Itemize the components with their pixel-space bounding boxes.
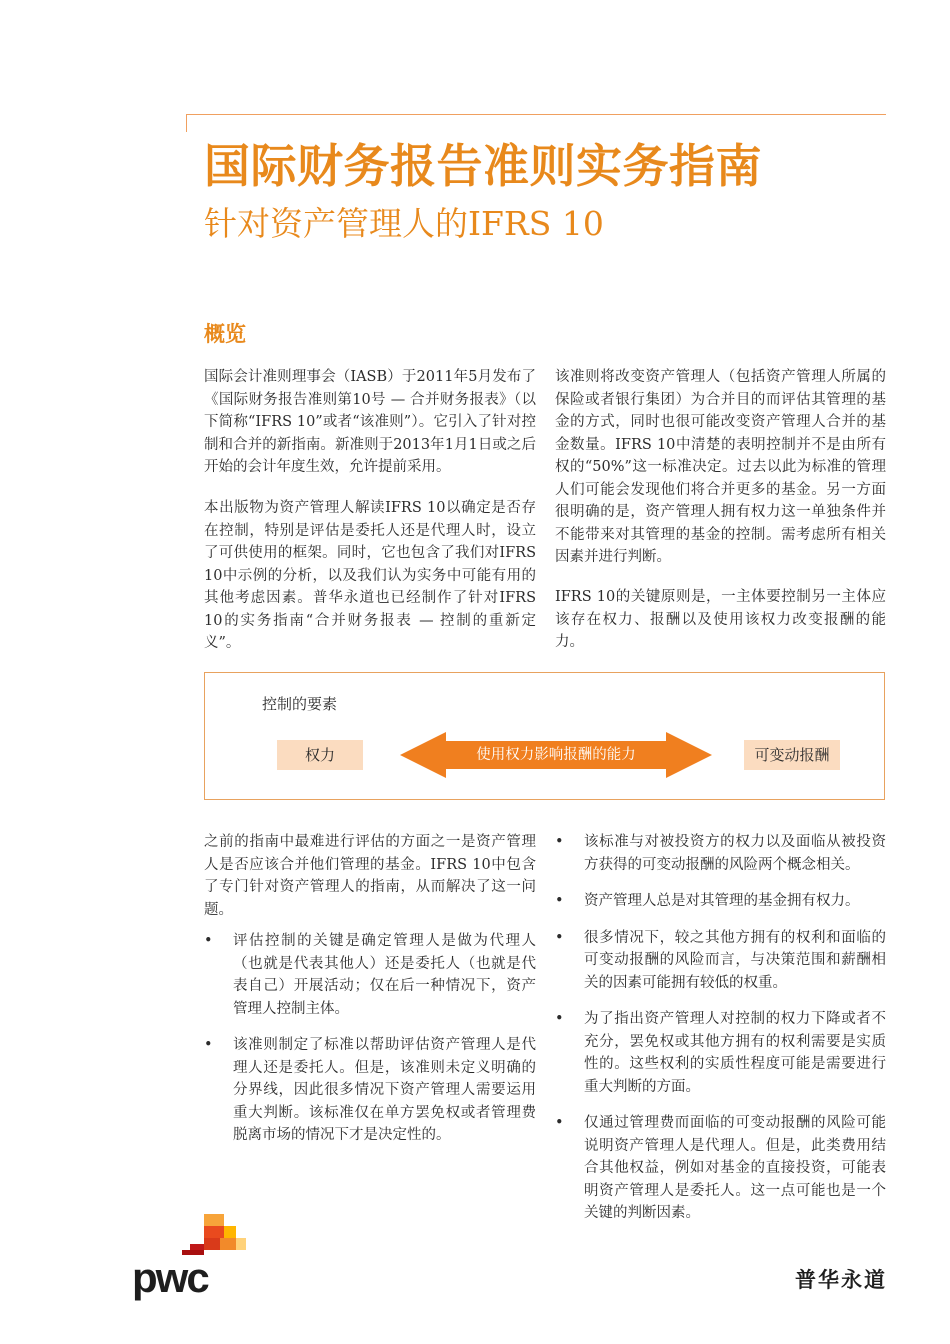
overview-left-paragraph-1: 国际会计准则理事会（IASB）于2011年5月发布了《国际财务报告准则第10号 — 合并财务报表》（以下简称“IFRS 10”或者“该准则”）。它引入了针对控制和合并的新指南。新准则于2013年1月1日或之后开始的会计年度生效，允许提前采用。 <box>204 369 536 475</box>
left-bullet-list <box>204 930 536 1161</box>
list-item: • 资产管理人总是对其管理的基金拥有权力。 <box>555 890 886 913</box>
page-subtitle: 针对资产管理人的IFRS 10 <box>204 204 604 243</box>
diagram-power-label: 权力 <box>277 740 363 770</box>
diagram-title: 控制的要素 <box>262 695 338 713</box>
diagram-variable-returns-label: 可变动报酬 <box>744 740 840 770</box>
list-item: • 仅通过管理费而面临的可变动报酬的风险可能说明资产管理人是代理人。但是，此类费用结合其他权益，例如对基金的直接投资，可能表明资产管理人是委托人。这一点可能也是一个关键的判断因素。 <box>555 1112 886 1225</box>
bullet-icon: • <box>204 933 213 949</box>
section-heading-overview: 概览 <box>204 321 246 346</box>
list-item: • 该标准与对被投资方的权力以及面临从被投资方获得的可变动报酬的风险两个概念相关。 <box>555 831 886 876</box>
overview-right-paragraph-2: IFRS 10的关键原则是，一主体要控制另一主体应该存在权力、报酬以及使用该权力改变报酬的能力。 <box>555 589 886 650</box>
list-item: • 很多情况下，较之其他方拥有的权利和面临的可变动报酬的风险而言，与决策范围和薪酬相关的因素可能拥有较低的权重。 <box>555 927 886 995</box>
bullet-icon: • <box>555 834 564 850</box>
pwc-logo-text: pwc <box>132 1254 208 1301</box>
right-bullet-list <box>555 831 886 1239</box>
list-item: • 评估控制的关键是确定管理人是做为代理人（也就是代表其他人）还是委托人（也就是代表自己）开展活动；仅在后一种情况下，资产管理人控制主体。 <box>204 930 536 1020</box>
header-rule <box>186 114 886 115</box>
diagram-arrow-label: 使用权力影响报酬的能力 <box>476 747 636 763</box>
bullet-icon: • <box>555 893 564 909</box>
list-item: • 该准则制定了标准以帮助评估资产管理人是代理人还是委托人。但是，该准则未定义明确的分界线，因此很多情况下资产管理人需要运用重大判断。该标准仅在单方罢免权或者管理费脱离市场的情况下才是决定性的。 <box>204 1034 536 1147</box>
header-rule-tick <box>186 114 187 132</box>
overview-right-paragraph-1: 该准则将改变资产管理人（包括资产管理人所属的保险或者银行集团）为合并目的而评估其管理的基金的方式，同时也很可能改变资产管理人合并的基金数量。IFRS 10中清楚的表明控制并不是由所有权的“50%”这一标准决定。过去以此为标准的管理人们可能会发现他们将合并更多的基金。另一方面很明确的是，资产管理人拥有权力这一单独条件并不能带来对其管理的基金的控制。需考虑所有相关因素并进行判断。 <box>555 369 886 565</box>
bullet-icon: • <box>204 1037 213 1053</box>
footer-brand-name: 普华永道 <box>795 1267 887 1292</box>
body-intro-paragraph: 之前的指南中最难进行评估的方面之一是资产管理人是否应该合并他们管理的基金。IFRS 10中包含了专门针对资产管理人的指南，从而解决了这一问题。 <box>204 834 536 918</box>
page-title: 国际财务报告准则实务指南 <box>204 139 762 193</box>
bullet-icon: • <box>555 1011 564 1027</box>
bullet-icon: • <box>555 1115 564 1131</box>
overview-left-paragraph-2: 本出版物为资产管理人解读IFRS 10以确定是否存在控制，特别是评估是委托人还是代理人时，设立了可供使用的框架。同时，它也包含了我们对IFRS 10中示例的分析，以及我们认为实务中可能有用的其他考虑因素。普华永道也已经制作了针对IFRS 10的实务指南“合并财务报表 — 控制的重新定义”。 <box>204 500 536 651</box>
bullet-icon: • <box>555 929 564 946</box>
list-item: • 为了指出资产管理人对控制的权力下降或者不充分，罢免权或其他方拥有的权利需要是实质性的。这些权利的实质性程度可能是需要进行重大判断的方面。 <box>555 1008 886 1098</box>
